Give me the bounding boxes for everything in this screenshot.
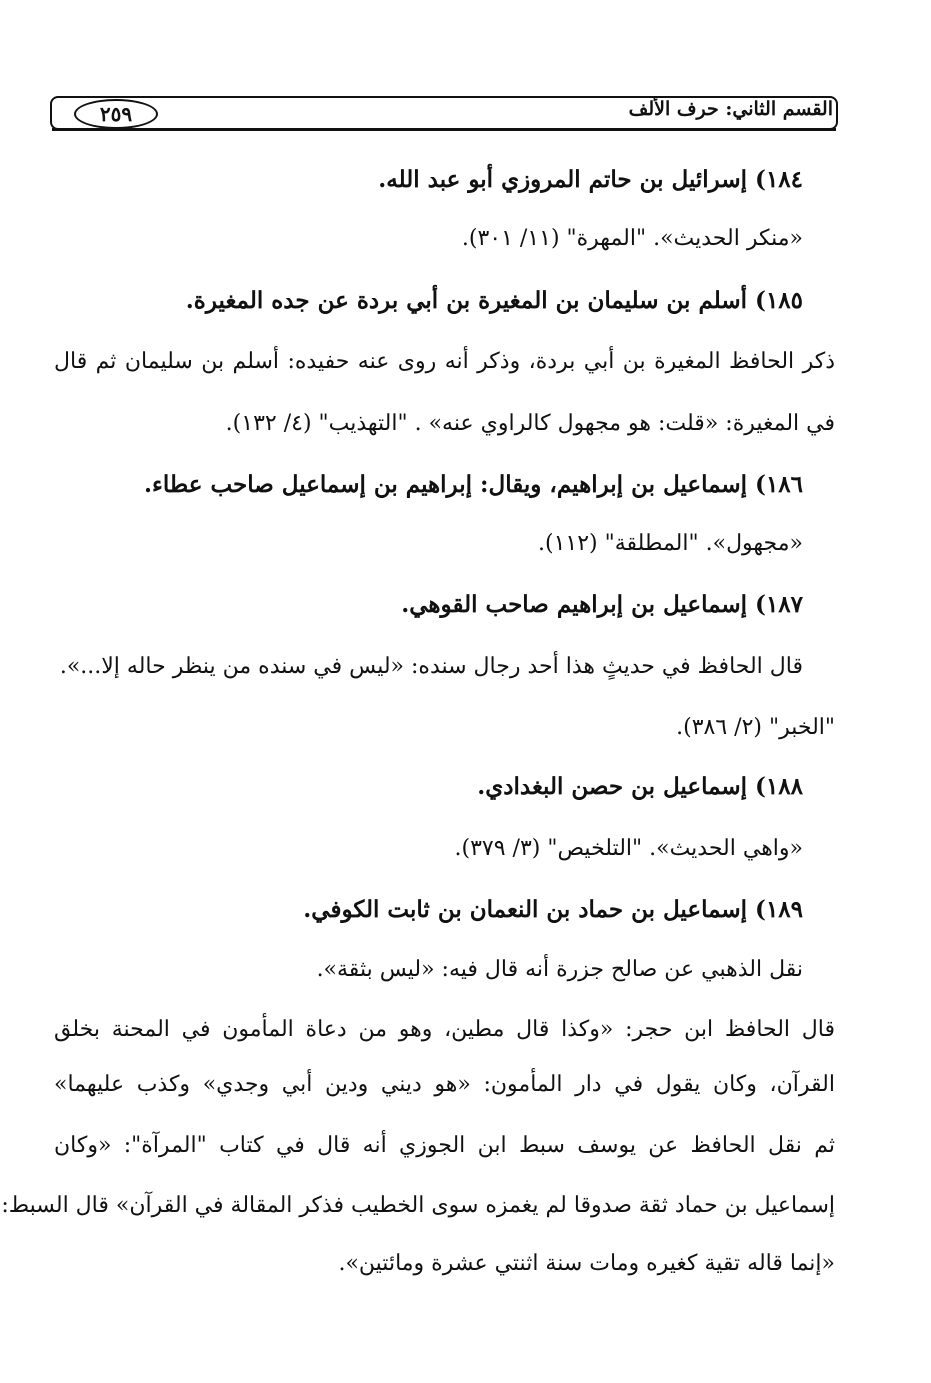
entry-189-text-line-5: إسماعيل بن حماد ثقة صدوقا لم يغمزه سوى الخطيب فذكر المقالة في القرآن» قال السبط: — [1, 1193, 835, 1218]
entry-188-heading: ١٨٨) إسماعيل بن حصن البغدادي. — [477, 773, 803, 800]
entry-184-note: «منكر الحديث». "المهرة" (١١/ ٣٠١). — [461, 226, 803, 251]
entry-186-heading: ١٨٦) إسماعيل بن إبراهيم، ويقال: إبراهيم بن إسماعيل صاحب عطاء. — [144, 471, 803, 498]
section-title: القسم الثاني: حرف الألف — [628, 98, 833, 120]
entry-189-heading: ١٨٩) إسماعيل بن حماد بن النعمان بن ثابت الكوفي. — [303, 896, 803, 923]
page-number: ٢٥٩ — [99, 102, 133, 126]
entry-185-text-line-1: ذكر الحافظ المغيرة بن أبي بردة، وذكر أنه روى عنه حفيده: أسلم بن سليمان ثم قال — [54, 349, 835, 374]
entry-185-heading: ١٨٥) أسلم بن سليمان بن المغيرة بن أبي بردة عن جده المغيرة. — [185, 287, 803, 314]
entry-187-text-line-2: "الخبر" (٢/ ٣٨٦). — [676, 715, 835, 740]
entry-186-note: «مجهول». "المطلقة" (١١٢). — [537, 531, 803, 556]
header-rule — [52, 128, 836, 131]
entry-189-text-line-4: ثم نقل الحافظ عن يوسف سبط ابن الجوزي أنه قال في كتاب "المرآة": «وكان — [54, 1133, 835, 1158]
entry-188-note: «واهي الحديث». "التلخيص" (٣/ ٣٧٩). — [454, 836, 803, 861]
entry-189-text-line-1: نقل الذهبي عن صالح جزرة أنه قال فيه: «ليس بثقة». — [316, 957, 803, 982]
entry-189-text-line-2: قال الحافظ ابن حجر: «وكذا قال مطين، وهو من دعاة المأمون في المحنة بخلق — [54, 1017, 835, 1042]
entry-184-heading: ١٨٤) إسرائيل بن حاتم المروزي أبو عبد الله. — [378, 166, 803, 193]
entry-187-text-line-1: قال الحافظ في حديثٍ هذا أحد رجال سنده: «ليس في سنده من ينظر حاله إلا...». — [59, 654, 803, 679]
entry-187-heading: ١٨٧) إسماعيل بن إبراهيم صاحب القوهي. — [401, 591, 803, 618]
entry-189-text-line-3: القرآن، وكان يقول في دار المأمون: «هو ديني ودين أبي وجدي» وكذب عليهما» — [54, 1072, 835, 1097]
entry-185-text-line-2: في المغيرة: «قلت: هو مجهول كالراوي عنه» . "التهذيب" (٤/ ١٣٢). — [225, 411, 835, 436]
page-number-oval — [74, 99, 158, 129]
entry-189-text-line-6: «إنما قاله تقية كغيره ومات سنة اثنتي عشرة ومائتين». — [338, 1251, 835, 1276]
